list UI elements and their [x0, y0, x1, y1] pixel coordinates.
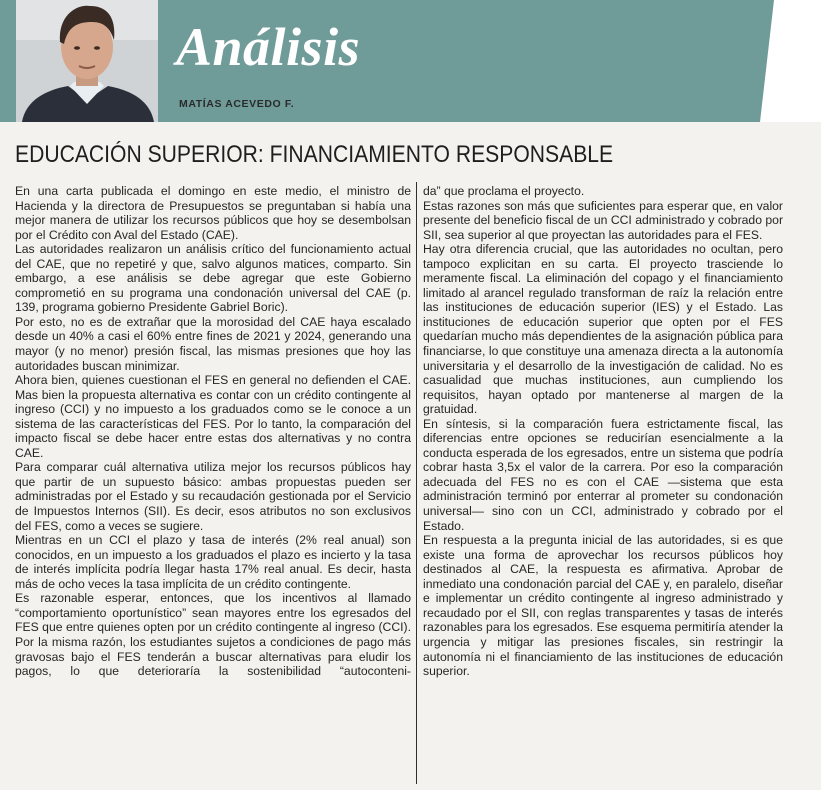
- author-portrait-icon: [16, 0, 158, 122]
- paragraph: da” que proclama el proyecto.: [423, 184, 585, 198]
- section-title: Análisis: [176, 17, 361, 77]
- paragraph: Para comparar cuál alternativa utiliza mejor los recursos públicos hay que partir de un supuesto básico: ambas propuestas pueden ser administradas por el Estado y su recaudación gestionada por el Servicio de Impuestos Internos (SII). Es decir, esos atributos no son exclusivos del FES, como a veces se sugiere.: [15, 460, 411, 533]
- author-byline: MATÍAS ACEVEDO F.: [179, 98, 295, 110]
- paragraph: Las autoridades realizaron un análisis crítico del funcionamiento actual del CAE, que no repetiré y que, salvo algunos matices, comparto. Sin embargo, a ese análisis se debe agregar que este Gobierno comprometió en su programa una condonación universal del CAE (p. 139, programa gobierno Presidente Gabriel Boric).: [15, 242, 411, 315]
- author-photo: [16, 0, 158, 122]
- column-divider: [416, 182, 417, 784]
- paragraph: Estas razones son más que suficientes para esperar que, en valor presente del beneficio fiscal de un CCI administrado y cobrado por SII, sea superior al que proyectan las autoridades para el FES.: [423, 198, 783, 242]
- paragraph: Es razonable esperar, entonces, que los incentivos al llamado “comportamiento oportunístico” sean mayores entre los egresados del FES que entre quienes opten por un crédito contingente al ingreso (CCI). Por la misma razón, los estudiantes sujetos a condiciones de pago más gravosas bajo el FES tenderán a buscar alternativas para eludir los pagos, lo que deterioraría la sostenibilidad “autoconteni-: [15, 591, 411, 679]
- article-column-left: [15, 184, 411, 679]
- paragraph: Ahora bien, quienes cuestionan el FES en general no defienden el CAE. Mas bien la propuesta alternativa es contar con un crédito contingente al ingreso (CCI) y no impuesto a los graduados como se le conoce a un sistema de las características del FES. Por lo tanto, la comparación del impacto fiscal se debe hacer entre estas dos alternativas y no contra CAE.: [15, 373, 411, 460]
- article-column-right: [423, 184, 783, 679]
- paragraph: En respuesta a la pregunta inicial de las autoridades, si es que existe una forma de aprovechar los recursos públicos hoy destinados al CAE, la respuesta es afirmativa. Aprobar de inmediato una condonación parcial del CAE y, en paralelo, diseñar e implementar un crédito contingente al ingreso administrado y recaudado por el SII, con reglas transparentes y tasas de interés razonables para los egresados. Ese esquema permitiría atender la urgencia y mitigar las presiones fiscales, sin restringir la autonomía ni el financiamiento de las instituciones de educación superior.: [423, 533, 783, 679]
- paragraph: Hay otra diferencia crucial, que las autoridades no ocultan, pero tampoco explicitan en su carta. El proyecto trasciende lo meramente fiscal. La eliminación del copago y el financiamiento limitado al arancel regulado transforman de raíz la relación entre las instituciones de educación superior (IES) y el Estado. Las instituciones de educación superior que opten por el FES quedarían mucho más dependientes de la asignación pública para financiarse, lo que constituye una amenaza directa a la autonomía universitaria y el desarrollo de la investigación de calidad. No es casualidad que muchas instituciones, aun cumpliendo los requisitos, hayan optado por mantenerse al margen de la gratuidad.: [423, 242, 783, 417]
- paragraph: En una carta publicada el domingo en este medio, el ministro de Hacienda y la directora de Presupuestos se preguntaban si había una mejor manera de utilizar los recursos públicos que hoy se desembolsan por el Crédito con Aval del Estado (CAE).: [15, 184, 411, 242]
- paragraph: En síntesis, si la comparación fuera estrictamente fiscal, las diferencias entre opciones se reducirían esencialmente a la conducta esperada de los egresados, entre un sistema que podría cobrar hasta 3,5x el valor de la carrera. Por eso la comparación adecuada del FES no es con el CAE —sistema que esta administración terminó por enterrar al prometer su condonación universal— sino con un CCI, administrado y cobrado por el Estado.: [423, 416, 783, 533]
- header-corner: [760, 0, 821, 122]
- paragraph: Mientras en un CCI el plazo y tasa de interés (2% real anual) son conocidos, en un impuesto a los graduados el plazo es incierto y la tasa de interés implícita podría llegar hasta 17% real anual. Es decir, hasta más de ocho veces la tasa implícita de un crédito contingente.: [15, 533, 411, 591]
- article-headline: EDUCACIÓN SUPERIOR: FINANCIAMIENTO RESPONSABLE: [15, 141, 614, 168]
- paragraph: Por esto, no es de extrañar que la morosidad del CAE haya escalado desde un 40% a casi el 60% entre fines de 2021 y 2024, generando una mayor (y no menor) presión fiscal, las mismas presiones que hoy las autoridades buscan minimizar.: [15, 314, 411, 373]
